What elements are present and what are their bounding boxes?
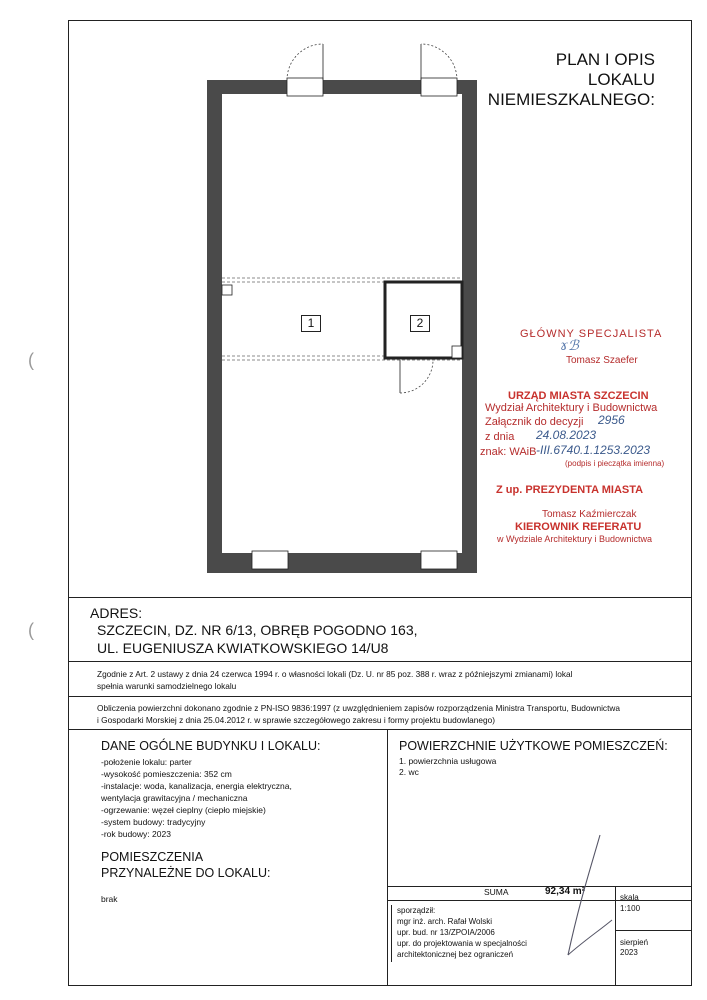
general-item: -wysokość pomieszczenia: 352 cm [101, 769, 232, 779]
divider [387, 900, 692, 901]
window-opening [252, 551, 288, 569]
general-item: -instalacje: woda, kanalizacja, energia elektryczna, [101, 781, 292, 791]
window-opening [421, 551, 457, 569]
usable-heading: POWIERZCHNIE UŻYTKOWE POMIESZCZEŃ: [399, 739, 668, 753]
divider [68, 729, 692, 730]
plan-title-line3: NIEMIESZKALNEGO: [487, 90, 655, 109]
column [222, 285, 232, 295]
stamp-manager-title: KIEROWNIK REFERATU [515, 521, 642, 533]
plan-title-line2: LOKALU [587, 70, 655, 89]
appurtenant-value: brak [101, 894, 118, 904]
date-year: 2023 [620, 948, 638, 957]
date-month: sierpień [620, 938, 649, 947]
margin-mark: ( [28, 620, 34, 640]
stamp-chief-signature: ɤℬ [560, 338, 579, 354]
column-divider [387, 729, 388, 986]
general-item: -rok budowy: 2023 [101, 829, 171, 839]
stamp-president: Z up. PREZYDENTA MIASTA [496, 484, 644, 496]
general-item: -system budowy: tradycyjny [101, 817, 206, 827]
stamp-ref-label: znak: WAiB [480, 446, 537, 458]
stamp-manager-dept: w Wydziale Architektury i Budownictwa [497, 534, 652, 544]
stamp-attachment-label: Załącznik do decyzji [485, 416, 584, 428]
margin-mark: ( [28, 350, 34, 370]
sum-value: 92,34 m² [545, 886, 586, 897]
divider [615, 930, 692, 931]
divider [387, 886, 692, 887]
door-swing [421, 44, 457, 80]
usable-item: 2. wc [399, 767, 419, 777]
legal-text-2: spełnia warunki samodzielnego lokalu [97, 681, 237, 691]
divider [68, 696, 692, 697]
general-item: -ogrzewanie: węzeł cieplny (ciepło miejskie) [101, 805, 266, 815]
designer-line: mgr inż. arch. Rafał Wolski [397, 917, 492, 926]
address-label: ADRES: [90, 605, 143, 621]
legal-text-3: Obliczenia powierzchni dokonano zgodnie z PN-ISO 9836:1997 (z uwzględnieniem zapisów rozporządzenia Ministra Transportu, Budownictwa [97, 703, 620, 713]
plan-title-line1: PLAN I OPIS [555, 50, 655, 69]
stamp-date-label: z dnia [485, 431, 515, 443]
room-number-2: 2 [410, 315, 430, 332]
stamp-department: Wydział Architektury i Budownictwa [485, 402, 658, 414]
door-opening [421, 78, 457, 96]
column-divider [391, 905, 392, 962]
stamp-signature-note: (podpis i pieczątka imienna) [565, 459, 665, 468]
designer-line: upr. bud. nr 13/ZPOIA/2006 [397, 928, 495, 937]
legal-text-1: Zgodnie z Art. 2 ustawy z dnia 24 czerwca 1994 r. o własności lokali (Dz. U. nr 85 poz. 388 r. wraz z późniejszymi zmianami) lokal [97, 669, 573, 679]
address-line1: SZCZECIN, DZ. NR 6/13, OBRĘB POGODNO 163, [97, 622, 418, 638]
designer-line: architektonicznej bez ograniczeń [397, 950, 514, 959]
wc-fixture [452, 346, 462, 358]
stamp-chief-title: GŁÓWNY SPECJALISTA [520, 328, 663, 340]
general-item: -położenie lokalu: parter [101, 757, 192, 767]
stamp-office: URZĄD MIASTA SZCZECIN [508, 390, 649, 402]
stamp-manager-name: Tomasz Kaźmierczak [542, 509, 637, 520]
usable-item: 1. powierzchnia usługowa [399, 756, 497, 766]
sum-label: SUMA [484, 887, 509, 897]
divider [68, 661, 692, 662]
legal-text-4: i Gospodarki Morskiej z dnia 25.04.2012 r. w sprawie szczegółowego zakresu i formy projektu budowlanego) [97, 715, 495, 725]
general-item: wentylacja grawitacyjna / mechaniczna [101, 793, 248, 803]
frame-divider [68, 597, 692, 598]
appurtenant-heading-2: PRZYNALEŻNE DO LOKALU: [101, 866, 271, 880]
stamp-date-value: 24.08.2023 [536, 428, 597, 442]
appurtenant-heading-1: POMIESZCZENIA [101, 850, 204, 864]
address-line2: UL. EUGENIUSZA KWIATKOWSKIEGO 14/U8 [97, 640, 389, 656]
general-heading: DANE OGÓLNE BUDYNKU I LOKALU: [101, 739, 321, 753]
stamp-chief-name: Tomasz Szaefer [566, 355, 638, 366]
floor-plan [195, 38, 485, 583]
door-swing [287, 44, 323, 80]
designer-line: sporządził: [397, 906, 436, 915]
scale-label: skala [620, 893, 639, 902]
designer-line: upr. do projektowania w specjalności [397, 939, 527, 948]
stamp-attachment-value: 2956 [598, 413, 625, 427]
scale-value: 1:100 [620, 904, 641, 913]
room-number-1: 1 [301, 315, 321, 332]
door-opening [287, 78, 323, 96]
stamp-ref-value: -III.6740.1.1253.2023 [536, 443, 651, 457]
designer-signature [560, 830, 620, 960]
